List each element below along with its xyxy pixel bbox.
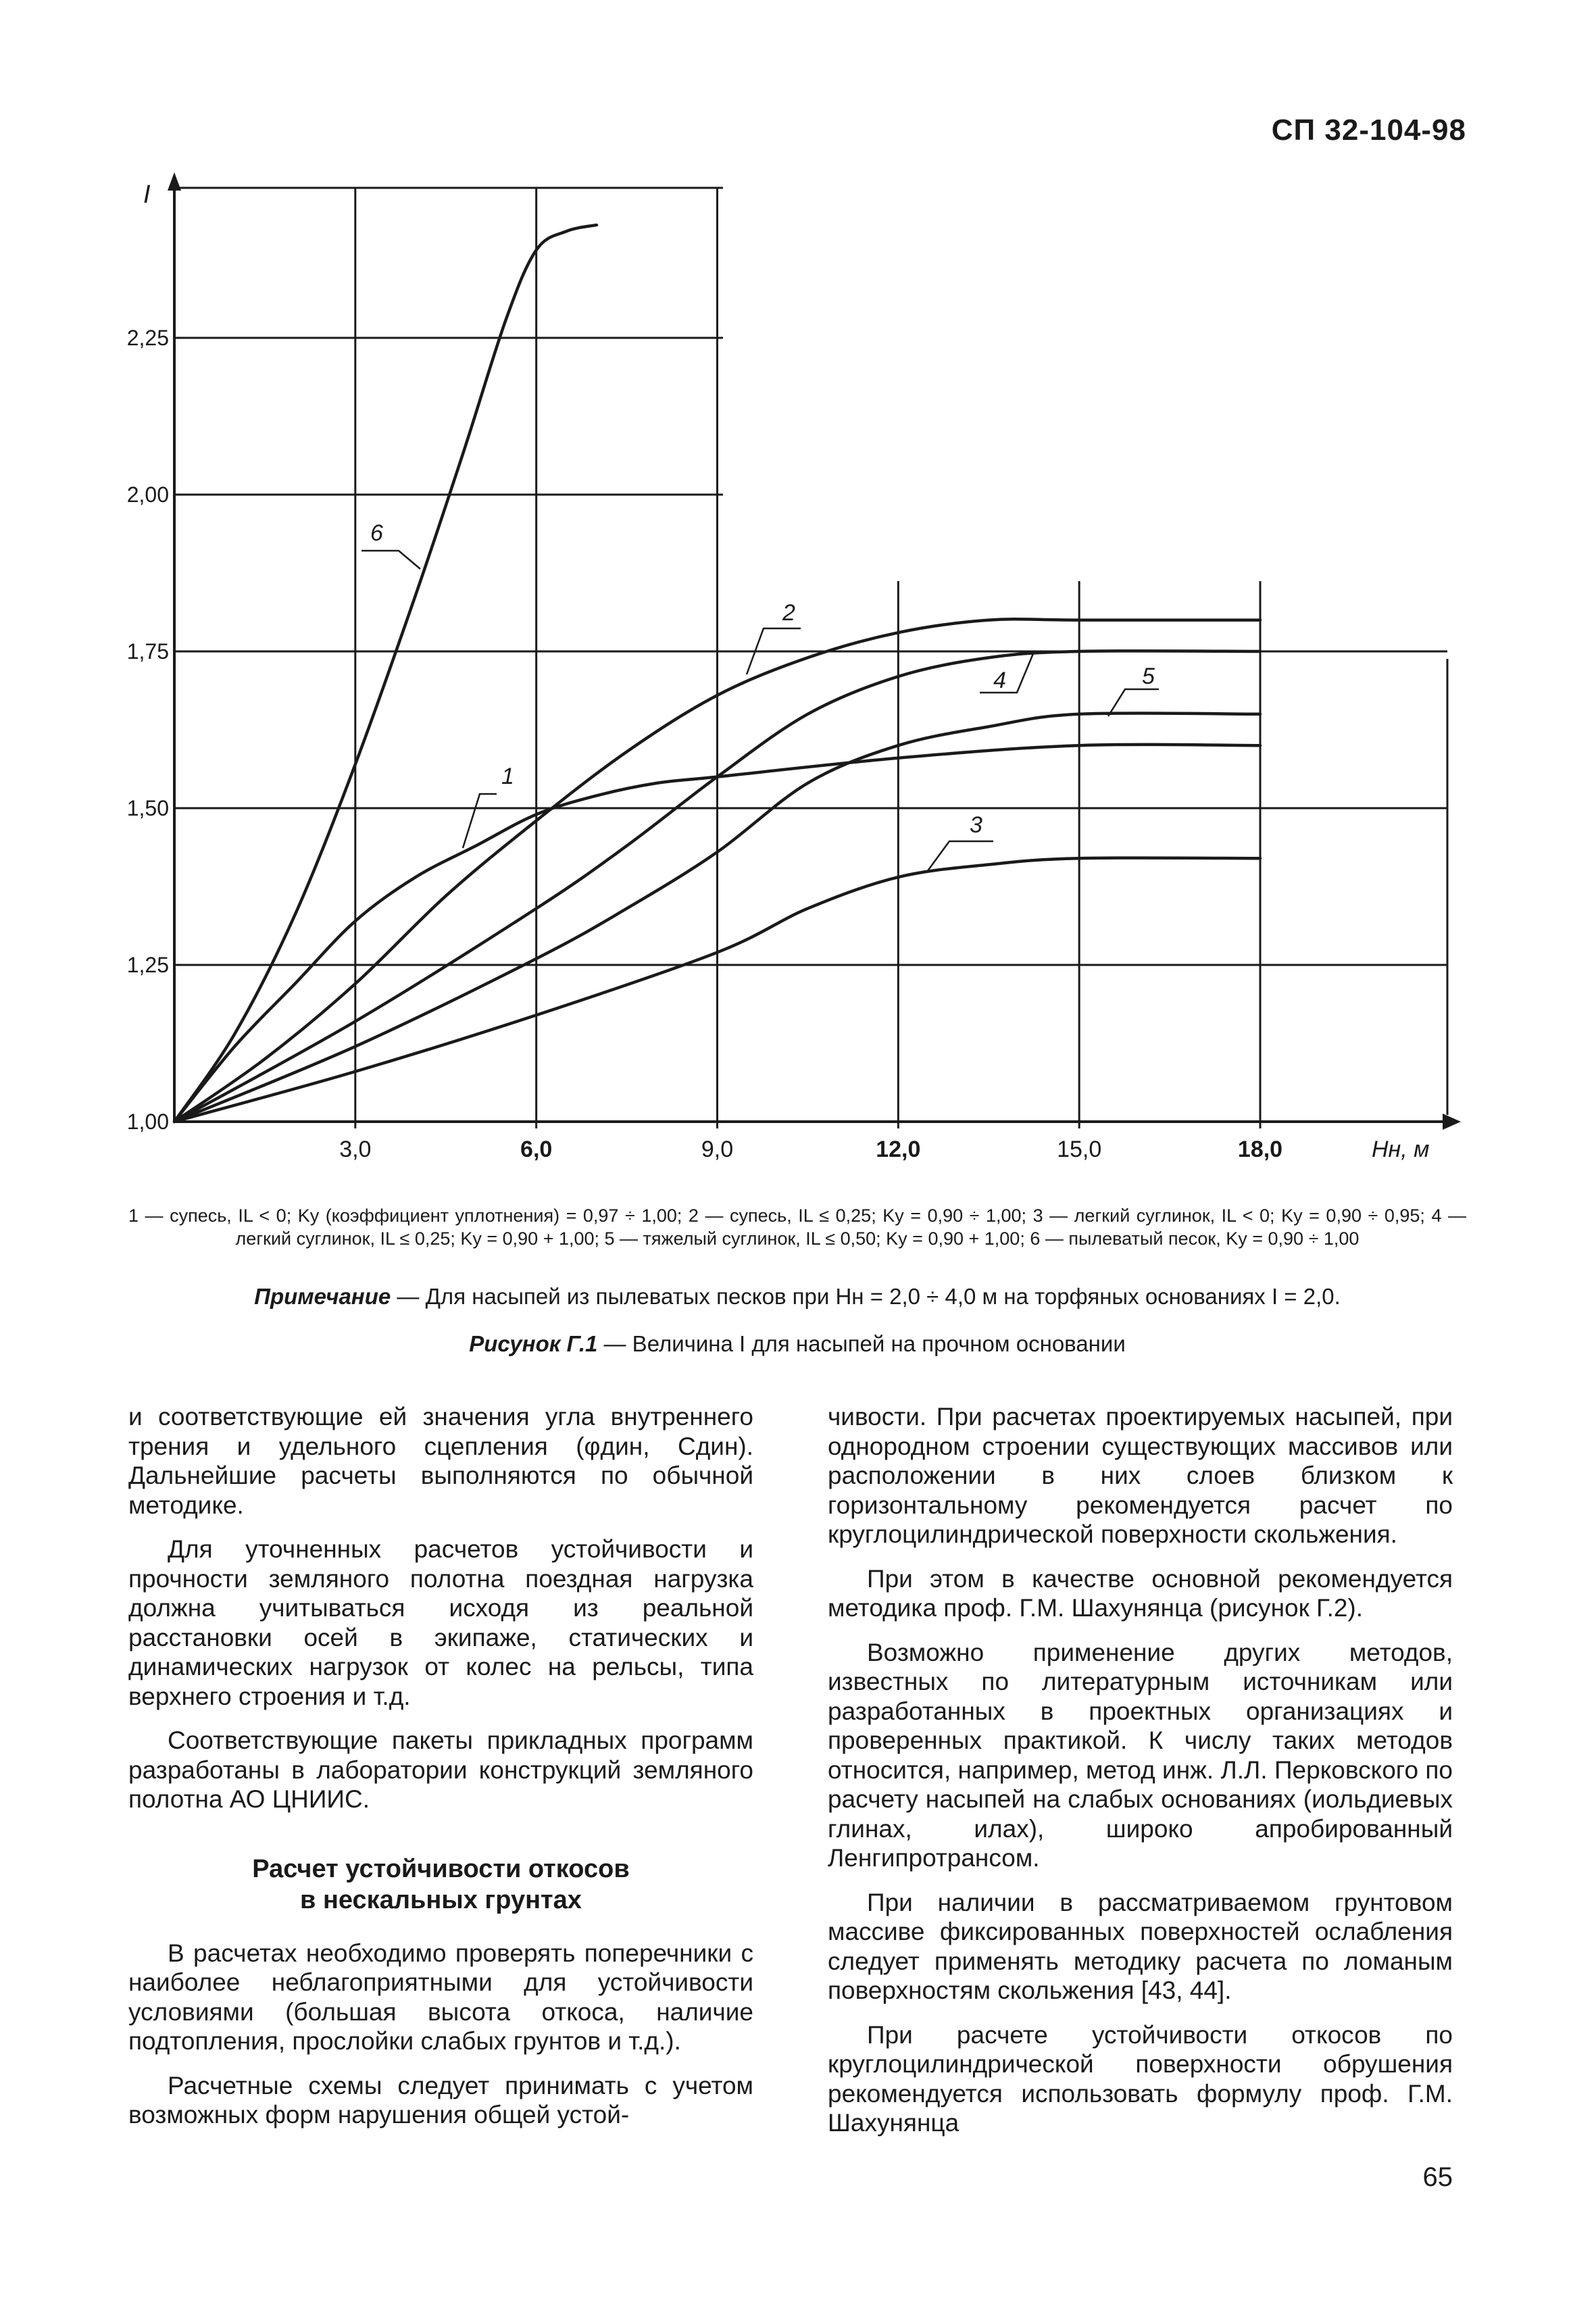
x-tick-label: 3,0 — [339, 1137, 372, 1162]
x-tick-label: 9,0 — [701, 1137, 734, 1162]
series-1-label: 1 — [501, 764, 514, 789]
right-column — [828, 1402, 1453, 2138]
chart-ticks — [127, 180, 1430, 1162]
section-title-line: Расчет устойчивости откосов — [252, 1854, 630, 1883]
y-tick-label: 1,00 — [126, 1110, 169, 1134]
paragraph: чивости. При расчетах проектируемых насыпей, при однородном строении существующих массивов или расположении в них слоев близком к горизонтальному рекомендуется расчет по круглоцилиндрической поверхности скольжения. — [828, 1403, 1453, 1548]
x-tick-label: 12,0 — [876, 1137, 921, 1162]
y-axis-arrow — [168, 172, 181, 191]
y-tick-label: 1,25 — [126, 953, 169, 977]
paragraph: При этом в качестве основной рекомендуется методика проф. Г.М. Шахунянца (рисунок Г.2). — [828, 1564, 1453, 1622]
series-6-leader — [361, 551, 420, 569]
series-4-label: 4 — [993, 668, 1006, 693]
left-column — [128, 1402, 753, 2130]
paragraph: Возможно применение других методов, известных по литературным источникам или разработанных в проектных организациях и проверенных практикой. К числу таких методов относится, например, метод инж. Л.Л. Перковского по расчету насыпей на слабых основаниях (иольдиевых глинах, илах), широко апробированный Ленгипротрансом. — [828, 1638, 1453, 1872]
x-tick-label: 15,0 — [1057, 1137, 1102, 1162]
y-tick-label: 2,25 — [126, 326, 169, 350]
paragraph: При наличии в рассматриваемом грунтовом массиве фиксированных поверхностей ослабления следует применять методику расчета по ломаным поверхностям скольжения [43, 44]. — [828, 1888, 1453, 2004]
section-title-line: в нескальных грунтах — [300, 1885, 582, 1914]
figure-caption — [128, 1331, 1466, 1357]
paragraph: Соответствующие пакеты прикладных программ разработаны в лаборатории конструкций земляного полотна АО ЦНИИС. — [128, 1726, 753, 1813]
x-axis-label: Нн, м — [1372, 1137, 1430, 1162]
series-3-label: 3 — [970, 812, 982, 838]
figure-note — [128, 1284, 1466, 1310]
paragraph: При расчете устойчивости откосов по круглоцилиндрической поверхности обрушения рекомендуется использовать формулу проф. Г.М. Шахунянца — [828, 2020, 1453, 2137]
series-6-label: 6 — [370, 520, 383, 546]
page-number: 65 — [1422, 2162, 1453, 2192]
paragraph: Для уточненных расчетов устойчивости и прочности земляного полотна поездная нагрузка должна учитываться исходя из реальной расстановки осей в экипаже, статических и динамических нагрузок от колес на рельсы, типа верхнего строения и т.д. — [128, 1535, 753, 1710]
paragraph: и соответствующие ей значения угла внутреннего трения и удельного сцепления (φдин, Сдин). Дальнейшие расчеты выполняются по обычной методике. — [128, 1403, 753, 1519]
caption-label: Рисунок Г.1 — [469, 1331, 598, 1356]
y-tick-label: 2,00 — [126, 482, 169, 507]
note-label: Примечание — [254, 1284, 391, 1309]
series-1-leader — [463, 794, 497, 848]
paragraph: Расчетные схемы следует принимать с учетом возможных форм нарушения общей устой- — [128, 2071, 753, 2129]
x-tick-label: 18,0 — [1237, 1137, 1283, 1162]
paragraph: В расчетах необходимо проверять поперечники с наиболее неблагоприятными для устойчивости условиями (большая высота откоса, наличие подтопления, прослойки слабых грунтов и т.д.). — [128, 1939, 753, 2055]
x-axis-arrow — [1443, 1114, 1461, 1130]
y-tick-label: 1,75 — [126, 639, 169, 664]
y-tick-label: 1,50 — [126, 796, 169, 820]
caption-text: — Величина I для насыпей на прочном основании — [597, 1331, 1126, 1356]
note-text: — Для насыпей из пылеватых песков при Hн = 2,0 ÷ 4,0 м на торфяных основаниях I = 2,0. — [391, 1284, 1341, 1309]
figure-legend: 1 — супесь, IL < 0; Ky (коэффициент уплотнения) = 0,97 ÷ 1,00; 2 — супесь, IL ≤ 0,25; Ky = 0,90 ÷ 1,00; 3 — легкий суглинок, IL < 0; Ky = 0,90 ÷ 0,95; 4 — легкий суглинок, IL ≤ 0,25; Ky = 0,90 + 1,00; 5 — тяжелый суглинок, IL ≤ 0,50; Ky = 0,90 + 1,00; 6 — пылеватый песок, Ky = 0,90 ÷ 1,00 — [128, 1205, 1466, 1249]
x-tick-label: 6,0 — [520, 1137, 553, 1162]
series-6-line — [174, 225, 597, 1122]
y-axis-label: I — [143, 180, 151, 209]
document-code: СП 32-104-98 — [1271, 114, 1466, 147]
series-2-label: 2 — [782, 600, 795, 626]
series-5-label: 5 — [1142, 664, 1155, 689]
section-title — [128, 1853, 753, 1916]
